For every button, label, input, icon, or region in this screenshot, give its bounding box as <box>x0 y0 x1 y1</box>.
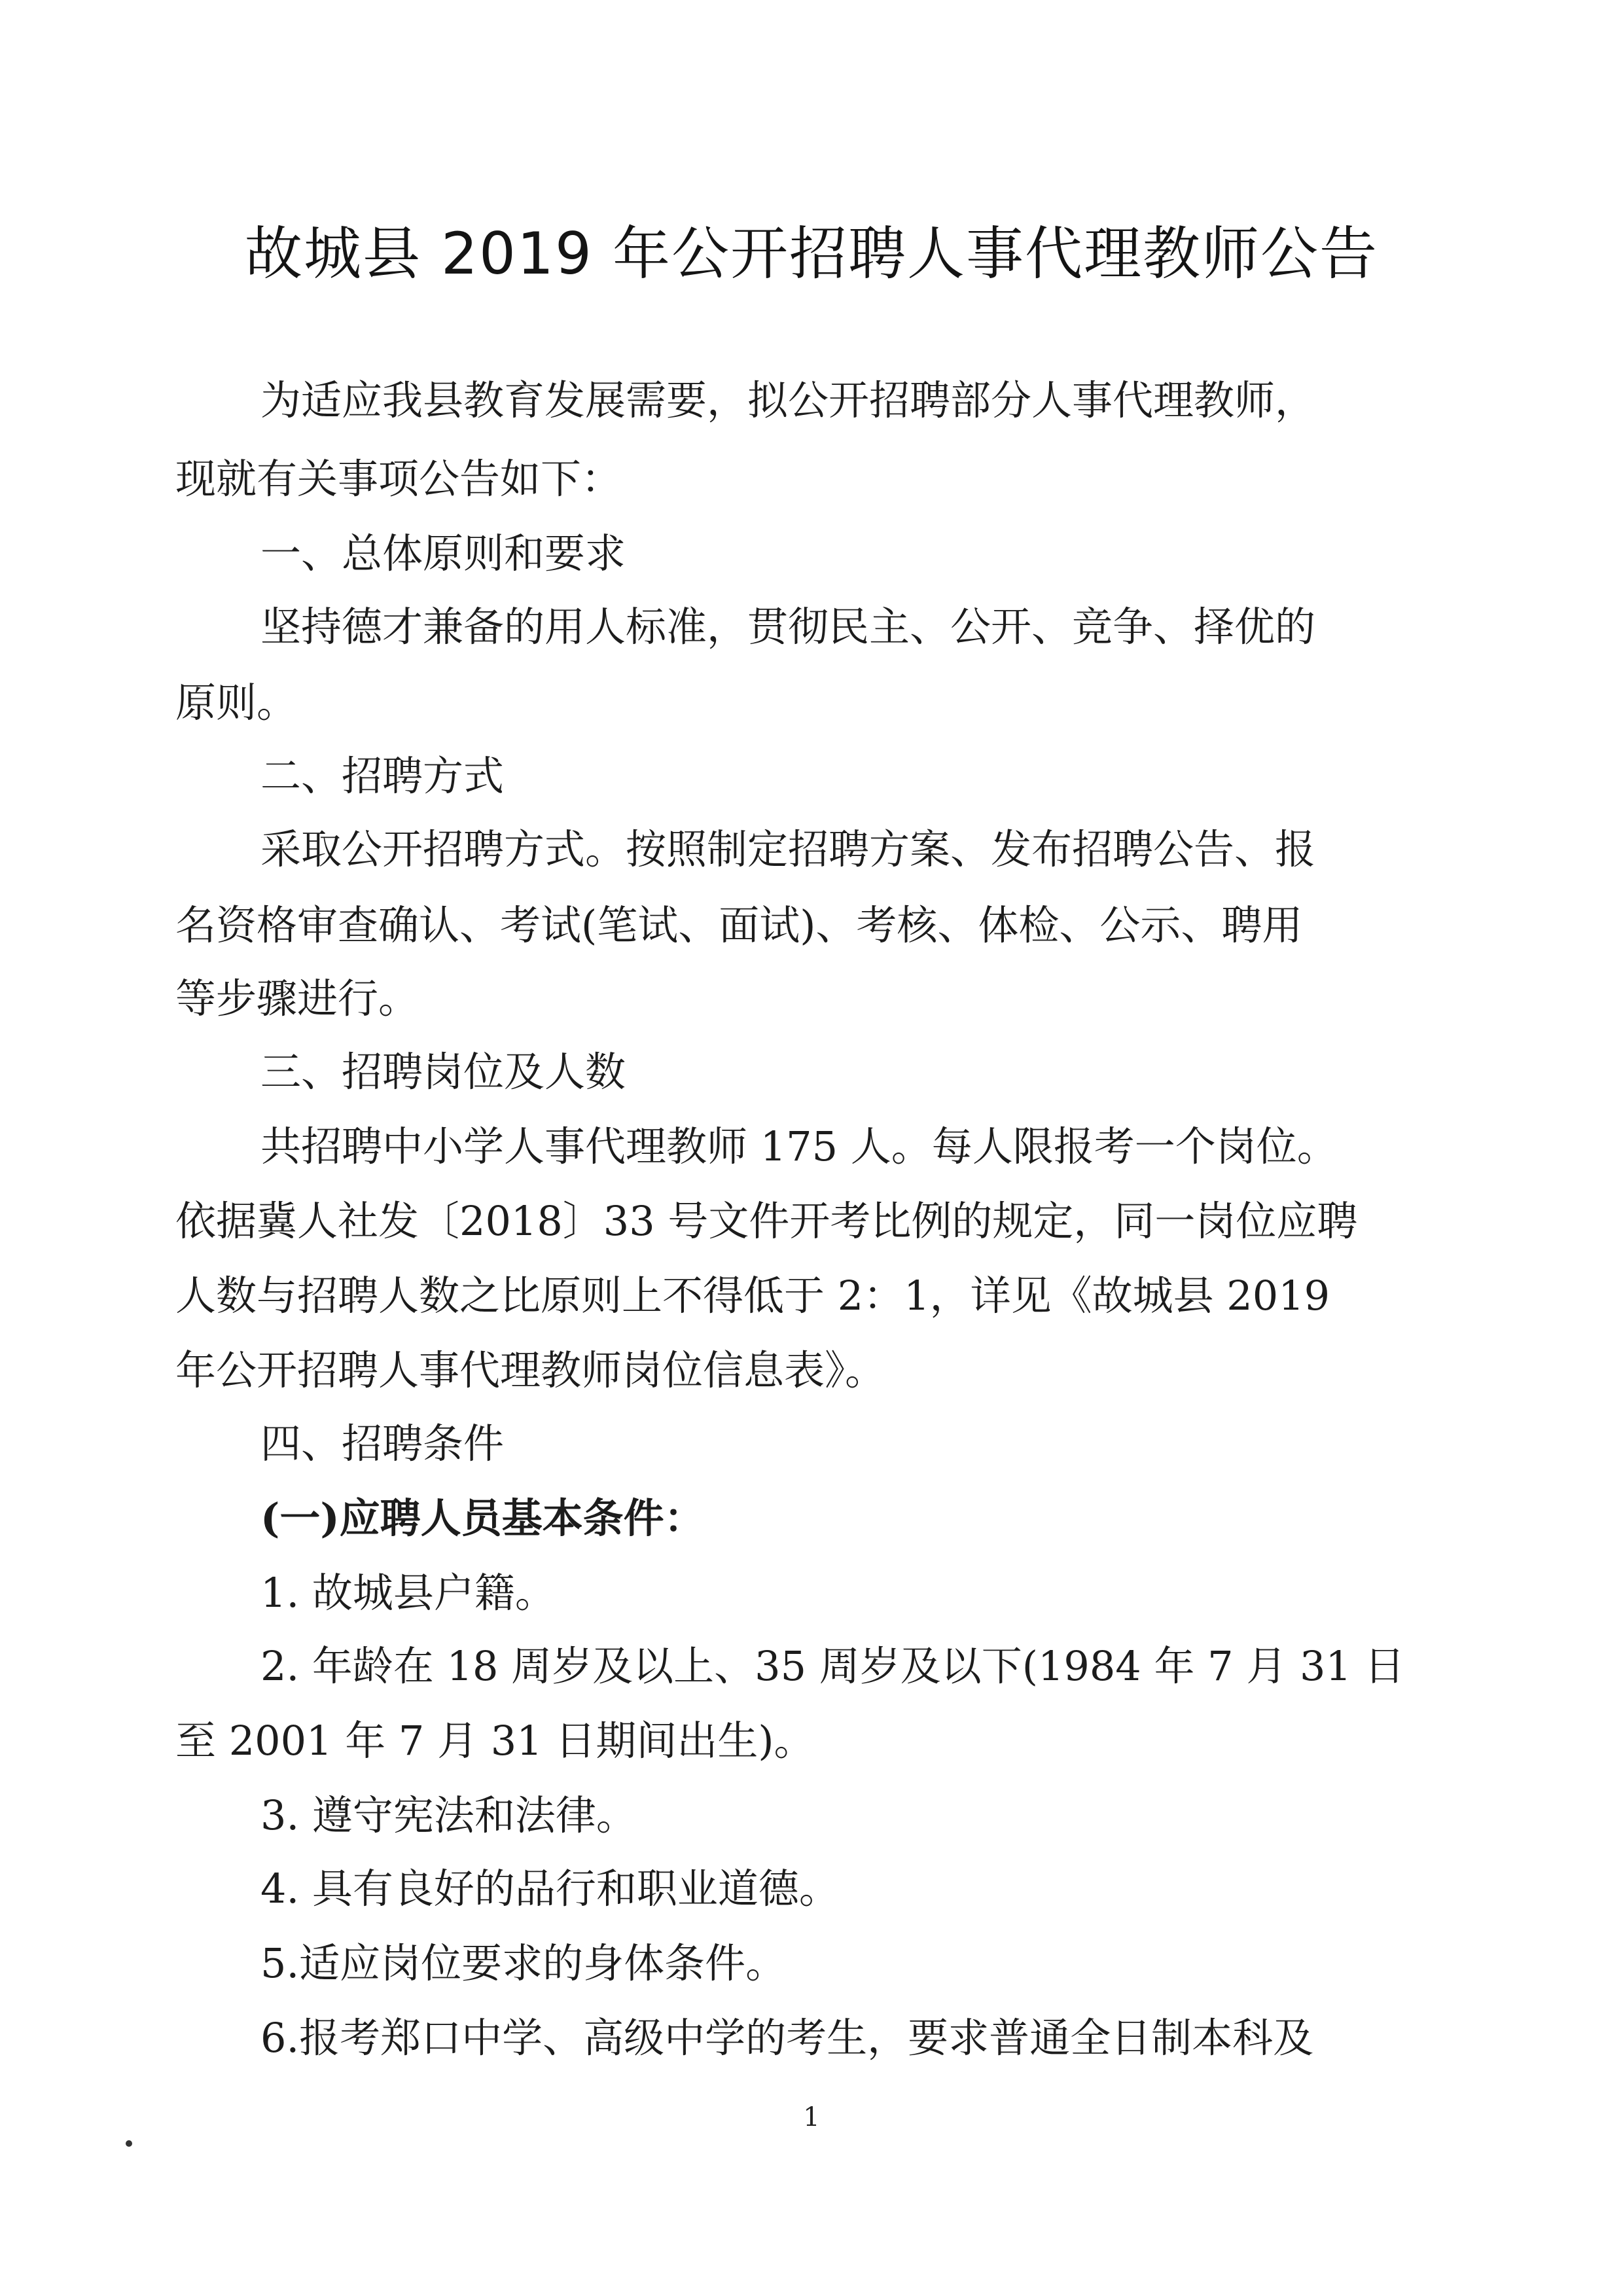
section-1-heading: 一、总体原则和要求 <box>260 529 626 577</box>
section-3-line-3: 人数与招聘人数之比原则上不得低于 2：1，详见《故城县 2019 <box>175 1272 1330 1319</box>
section-1-line-2: 原则。 <box>175 679 298 726</box>
condition-item-3: 3. 遵守宪法和法律。 <box>260 1791 637 1839</box>
section-1-line-1: 坚持德才兼备的用人标准，贯彻民主、公开、竞争、择优的 <box>260 603 1316 651</box>
intro-line-1: 为适应我县教育发展需要，拟公开招聘部分人事代理教师， <box>260 376 1316 424</box>
section-3-line-4: 年公开招聘人事代理教师岗位信息表》。 <box>175 1346 886 1394</box>
condition-item-2-continued: 至 2001 年 7 月 31 日期间出生)。 <box>175 1717 815 1765</box>
section-4-heading: 四、招聘条件 <box>260 1420 505 1467</box>
condition-item-5: 5.适应岗位要求的身体条件。 <box>260 1939 787 1987</box>
section-2-heading: 二、招聘方式 <box>260 752 505 800</box>
section-2-line-2: 名资格审查确认、考试(笔试、面试)、考核、体检、公示、聘用 <box>175 901 1303 949</box>
section-2-line-3: 等步骤进行。 <box>175 975 419 1022</box>
condition-item-2: 2. 年龄在 18 周岁及以上、35 周岁及以下(1984 年 7 月 31 日 <box>260 1642 1405 1690</box>
section-3-heading: 三、招聘岗位及人数 <box>260 1048 626 1096</box>
document-title: 故城县 2019 年公开招聘人事代理教师公告 <box>245 220 1378 287</box>
section-3-line-2: 依据冀人社发〔2018〕33 号文件开考比例的规定，同一岗位应聘 <box>175 1197 1358 1245</box>
section-2-line-1: 采取公开招聘方式。按照制定招聘方案、发布招聘公告、报 <box>260 825 1316 873</box>
section-4-subheading: (一)应聘人员基本条件： <box>260 1494 705 1542</box>
condition-item-1: 1. 故城县户籍。 <box>260 1569 556 1617</box>
intro-line-2: 现就有关事项公告如下： <box>175 455 622 503</box>
condition-item-6: 6.报考郑口中学、高级中学的考生，要求普通全日制本科及 <box>260 2014 1314 2062</box>
section-3-line-1: 共招聘中小学人事代理教师 175 人。每人限报考一个岗位。 <box>260 1122 1338 1170</box>
scan-speck <box>126 2140 132 2147</box>
page-number: 1 <box>803 2102 820 2132</box>
condition-item-4: 4. 具有良好的品行和职业道德。 <box>260 1865 840 1912</box>
